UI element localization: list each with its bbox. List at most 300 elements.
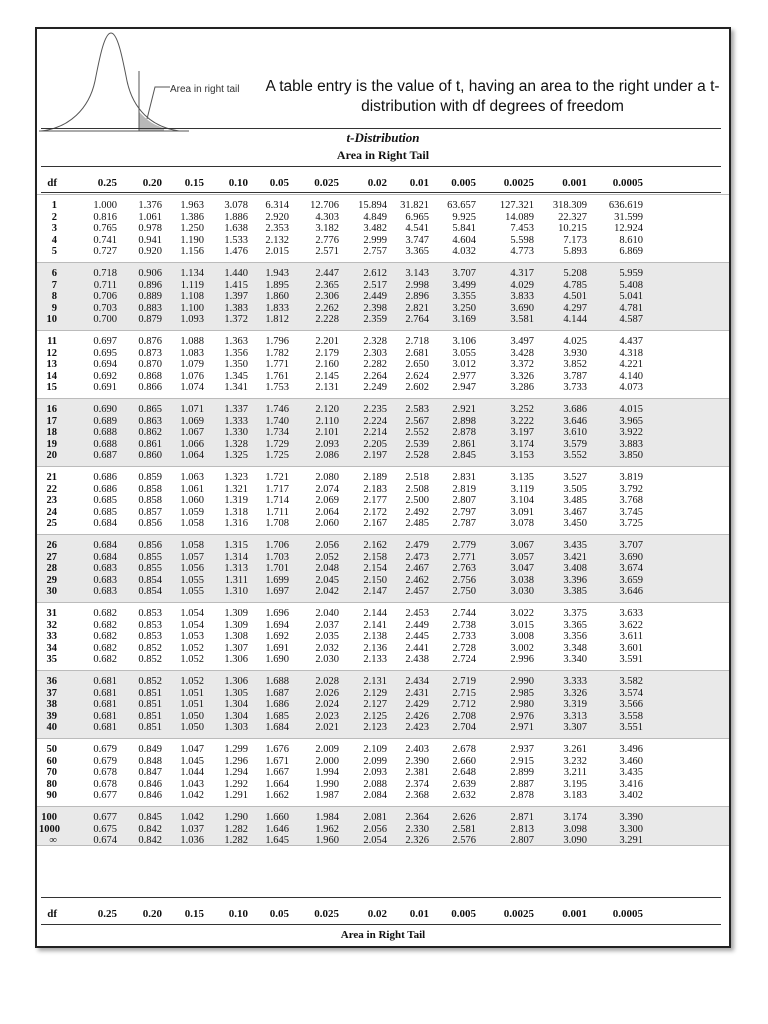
- table-row: [37, 427, 729, 439]
- df-cell: 17: [46, 415, 57, 427]
- table-cell: 1.638: [224, 223, 248, 234]
- table-cell: 2.576: [452, 835, 476, 846]
- table-cell: 2.214: [363, 427, 387, 438]
- table-cell: 1.093: [180, 314, 204, 325]
- table-cell: 1.069: [180, 415, 204, 427]
- table-cell: 1.311: [224, 574, 248, 586]
- table-cell: 3.078: [510, 518, 534, 529]
- table-cell: 2.744: [452, 608, 476, 619]
- table-cell: 1.156: [180, 246, 204, 257]
- table-cell: 0.889: [138, 291, 162, 302]
- column-header: 0.25: [97, 177, 117, 189]
- table-cell: 1.687: [265, 687, 289, 699]
- table-cell: 0.978: [138, 223, 162, 234]
- table-cell: 0.847: [138, 767, 162, 778]
- table-cell: 0.860: [138, 450, 162, 461]
- table-cell: 2.235: [363, 404, 387, 415]
- table-cell: 2.035: [315, 631, 339, 642]
- table-cell: 3.690: [510, 302, 534, 314]
- table-row: [37, 450, 729, 462]
- table-row: [37, 484, 729, 496]
- table-cell: 3.792: [619, 483, 643, 495]
- table-cell: 0.855: [138, 563, 162, 574]
- column-header: df: [47, 908, 57, 920]
- table-cell: 0.684: [93, 518, 117, 529]
- table-cell: 0.678: [93, 778, 117, 790]
- table-cell: 2.612: [363, 268, 387, 279]
- df-cell: 100: [41, 812, 57, 823]
- table-cell: 0.688: [93, 438, 117, 450]
- table-cell: 1.696: [265, 608, 289, 619]
- table-cell: 2.976: [510, 710, 534, 722]
- divider: [41, 192, 721, 193]
- table-cell: 3.252: [510, 404, 534, 415]
- table-cell: 1.052: [180, 654, 204, 665]
- table-cell: 1.963: [180, 200, 204, 211]
- table-row: [37, 371, 729, 383]
- table-cell: 1.060: [180, 495, 204, 506]
- table-cell: 2.887: [510, 778, 534, 790]
- df-cell: 10: [46, 314, 57, 325]
- table-cell: 3.340: [563, 654, 587, 665]
- table-cell: 1.660: [265, 812, 289, 823]
- table-row: [37, 688, 729, 700]
- table-cell: 2.998: [405, 279, 429, 291]
- df-cell: 22: [46, 483, 57, 495]
- table-cell: 0.868: [138, 370, 162, 382]
- table-cell: 3.183: [563, 790, 587, 801]
- table-cell: 2.896: [405, 291, 429, 302]
- table-cell: 2.871: [510, 812, 534, 823]
- table-cell: 3.365: [405, 246, 429, 257]
- table-cell: 3.153: [510, 450, 534, 461]
- table-cell: 2.712: [452, 699, 476, 710]
- table-row: [37, 812, 729, 824]
- table-cell: 1.685: [265, 710, 289, 722]
- table-row: [37, 359, 729, 371]
- df-cell: 38: [46, 699, 57, 710]
- table-cell: 2.517: [363, 279, 387, 291]
- table-cell: 3.106: [452, 336, 476, 347]
- table-cell: 2.718: [405, 336, 429, 347]
- table-cell: 2.040: [315, 608, 339, 619]
- table-row: [37, 303, 729, 315]
- table-cell: 3.038: [510, 574, 534, 586]
- row-group: [37, 534, 729, 602]
- table-cell: 2.508: [405, 483, 429, 495]
- table-cell: 2.158: [363, 551, 387, 563]
- table-cell: 1.100: [180, 302, 204, 314]
- table-cell: 2.398: [363, 302, 387, 314]
- table-cell: 2.326: [405, 835, 429, 846]
- divider: [41, 897, 721, 898]
- table-cell: 1.052: [180, 642, 204, 654]
- table-cell: 0.683: [93, 586, 117, 597]
- table-cell: 2.797: [452, 506, 476, 518]
- table-cell: 2.101: [315, 427, 339, 438]
- table-cell: 3.579: [563, 438, 587, 450]
- table-cell: 1.304: [224, 710, 248, 722]
- table-cell: 2.197: [363, 450, 387, 461]
- table-cell: 2.374: [405, 778, 429, 790]
- df-cell: 35: [46, 654, 57, 665]
- table-cell: 1.043: [180, 778, 204, 790]
- table-cell: 1.960: [315, 835, 339, 846]
- column-header: 0.10: [228, 908, 248, 920]
- table-cell: 3.385: [563, 586, 587, 597]
- table-cell: 3.030: [510, 586, 534, 597]
- table-cell: 0.685: [93, 506, 117, 518]
- table-cell: 2.306: [315, 291, 339, 302]
- table-cell: 0.920: [138, 246, 162, 257]
- table-cell: 2.813: [510, 823, 534, 835]
- table-cell: 1.290: [224, 812, 248, 823]
- table-cell: 2.141: [363, 619, 387, 631]
- table-cell: 1.299: [224, 744, 248, 755]
- table-cell: 1.341: [224, 382, 248, 393]
- table-cell: 3.333: [563, 676, 587, 687]
- table-cell: 1.058: [180, 540, 204, 551]
- table-cell: 3.552: [563, 450, 587, 461]
- table-cell: 2.447: [315, 268, 339, 279]
- table-cell: 2.602: [405, 382, 429, 393]
- table-cell: 2.650: [405, 359, 429, 370]
- table-cell: 2.045: [315, 574, 339, 586]
- table-cell: 2.977: [452, 370, 476, 382]
- table-cell: 1.042: [180, 812, 204, 823]
- bottom-caption: Area in Right Tail: [340, 929, 426, 941]
- table-row: [37, 722, 729, 734]
- table-cell: 0.681: [93, 676, 117, 687]
- table-row: [37, 439, 729, 451]
- table-cell: 3.499: [452, 279, 476, 291]
- table-row: [37, 235, 729, 247]
- table-cell: 2.756: [452, 574, 476, 586]
- table-cell: 2.845: [452, 450, 476, 461]
- table-cell: 1.306: [224, 676, 248, 687]
- df-cell: 32: [46, 619, 57, 631]
- t-table-body: [37, 194, 729, 846]
- table-cell: 7.173: [563, 234, 587, 246]
- t-table-page: [35, 27, 731, 948]
- table-cell: 0.682: [93, 631, 117, 642]
- table-cell: 2.660: [452, 755, 476, 767]
- table-cell: 3.022: [510, 608, 534, 619]
- table-cell: 2.750: [452, 586, 476, 597]
- table-cell: 2.056: [363, 823, 387, 835]
- table-cell: 2.878: [452, 427, 476, 438]
- table-cell: 2.819: [452, 483, 476, 495]
- df-cell: 23: [46, 495, 57, 506]
- table-cell: 0.866: [138, 382, 162, 393]
- column-header: 0.025: [314, 177, 339, 189]
- table-cell: 2.518: [405, 472, 429, 483]
- table-cell: 1.886: [224, 211, 248, 223]
- table-row: [37, 835, 729, 847]
- table-cell: 1.303: [224, 722, 248, 733]
- table-cell: 2.080: [315, 472, 339, 483]
- column-header: 0.02: [367, 177, 387, 189]
- table-cell: 2.032: [315, 642, 339, 654]
- table-cell: 5.598: [510, 234, 534, 246]
- table-cell: 1.703: [265, 551, 289, 563]
- table-cell: 2.764: [405, 314, 429, 325]
- table-cell: 0.679: [93, 744, 117, 755]
- table-cell: 3.174: [510, 438, 534, 450]
- table-cell: 0.941: [138, 234, 162, 246]
- table-cell: 2.183: [363, 483, 387, 495]
- table-cell: 2.453: [405, 608, 429, 619]
- table-cell: 3.300: [619, 823, 643, 835]
- table-cell: 4.318: [619, 347, 643, 359]
- row-group: [37, 262, 729, 330]
- table-cell: 2.990: [510, 676, 534, 687]
- table-cell: 1.686: [265, 699, 289, 710]
- table-cell: 1.796: [265, 336, 289, 347]
- table-cell: 2.807: [510, 835, 534, 846]
- table-cell: 2.738: [452, 619, 476, 631]
- table-cell: 2.330: [405, 823, 429, 835]
- table-cell: 2.099: [363, 755, 387, 767]
- table-cell: 0.682: [93, 654, 117, 665]
- table-cell: 2.074: [315, 483, 339, 495]
- table-cell: 0.856: [138, 540, 162, 551]
- table-cell: 1.061: [138, 211, 162, 223]
- table-cell: 3.402: [619, 790, 643, 801]
- table-cell: 0.682: [93, 608, 117, 619]
- df-cell: 18: [46, 427, 57, 438]
- table-cell: 2.262: [315, 302, 339, 314]
- table-cell: 2.445: [405, 631, 429, 642]
- df-cell: 80: [46, 778, 57, 790]
- table-cell: 1.337: [224, 404, 248, 415]
- table-cell: 0.687: [93, 450, 117, 461]
- table-cell: 0.859: [138, 472, 162, 483]
- table-cell: 2.479: [405, 540, 429, 551]
- table-cell: 0.855: [138, 551, 162, 563]
- table-cell: 3.057: [510, 551, 534, 563]
- table-cell: 3.646: [619, 586, 643, 597]
- table-cell: 1.061: [180, 483, 204, 495]
- table-cell: 1.314: [224, 551, 248, 563]
- table-cell: 3.078: [224, 200, 248, 211]
- table-cell: 2.462: [405, 574, 429, 586]
- table-cell: 2.724: [452, 654, 476, 665]
- table-cell: 2.581: [452, 823, 476, 835]
- table-row: [37, 620, 729, 632]
- table-cell: 14.089: [505, 211, 534, 223]
- table-cell: 2.771: [452, 551, 476, 563]
- table-cell: 2.084: [363, 790, 387, 801]
- table-row: [37, 382, 729, 394]
- table-cell: 2.704: [452, 722, 476, 733]
- table-cell: 2.985: [510, 687, 534, 699]
- table-cell: 0.681: [93, 722, 117, 733]
- table-cell: 1.058: [180, 518, 204, 529]
- table-cell: 2.719: [452, 676, 476, 687]
- table-cell: 2.807: [452, 495, 476, 506]
- table-cell: 3.659: [619, 574, 643, 586]
- table-cell: 2.081: [363, 812, 387, 823]
- table-cell: 2.485: [405, 518, 429, 529]
- df-cell: 90: [46, 790, 57, 801]
- column-header: df: [47, 177, 57, 189]
- table-cell: 3.090: [563, 835, 587, 846]
- table-cell: 1.895: [265, 279, 289, 291]
- table-cell: 0.848: [138, 755, 162, 767]
- df-cell: 14: [46, 370, 57, 382]
- table-cell: 3.169: [452, 314, 476, 325]
- table-cell: 2.715: [452, 687, 476, 699]
- table-row: [37, 540, 729, 552]
- table-cell: 0.703: [93, 302, 117, 314]
- table-cell: 2.024: [315, 699, 339, 710]
- table-cell: 1.047: [180, 744, 204, 755]
- table-cell: 2.449: [363, 291, 387, 302]
- table-cell: 3.435: [619, 767, 643, 778]
- table-cell: 1.119: [180, 279, 204, 291]
- df-cell: 16: [46, 404, 57, 415]
- table-cell: 3.365: [563, 619, 587, 631]
- table-row: [37, 767, 729, 779]
- column-header: 0.025: [314, 908, 339, 920]
- table-cell: 2.162: [363, 540, 387, 551]
- table-cell: 2.403: [405, 744, 429, 755]
- table-cell: 0.857: [138, 506, 162, 518]
- column-header: 0.01: [409, 177, 429, 189]
- density-curve: [41, 33, 179, 131]
- df-cell: 24: [46, 506, 57, 518]
- divider: [41, 128, 721, 129]
- table-cell: 2.971: [510, 722, 534, 733]
- table-row: [37, 212, 729, 224]
- table-cell: 1.706: [265, 540, 289, 551]
- table-row: [37, 699, 729, 711]
- table-cell: 0.853: [138, 619, 162, 631]
- table-cell: 2.648: [452, 767, 476, 778]
- table-cell: 1.688: [265, 676, 289, 687]
- table-cell: 3.558: [619, 710, 643, 722]
- table-cell: 2.728: [452, 642, 476, 654]
- table-cell: 1.050: [180, 722, 204, 733]
- table-cell: 2.109: [363, 744, 387, 755]
- table-cell: 1.308: [224, 631, 248, 642]
- table-cell: 4.303: [315, 211, 339, 223]
- table-cell: 1.309: [224, 619, 248, 631]
- table-cell: 2.920: [265, 211, 289, 223]
- table-row: [37, 654, 729, 666]
- table-cell: 3.450: [563, 518, 587, 529]
- table-cell: 4.140: [619, 370, 643, 382]
- table-cell: 1.313: [224, 563, 248, 574]
- table-cell: 2.009: [315, 744, 339, 755]
- df-cell: 5: [51, 246, 57, 257]
- df-cell: 27: [46, 551, 57, 563]
- table-cell: 3.372: [510, 359, 534, 370]
- table-cell: 0.863: [138, 415, 162, 427]
- table-cell: 2.899: [510, 767, 534, 778]
- table-cell: 2.921: [452, 404, 476, 415]
- table-cell: 1.282: [224, 823, 248, 835]
- df-cell: 37: [46, 687, 57, 699]
- table-cell: 0.896: [138, 279, 162, 291]
- table-cell: 1.662: [265, 790, 289, 801]
- table-cell: 4.025: [563, 336, 587, 347]
- table-cell: 1.717: [265, 483, 289, 495]
- table-cell: 1.645: [265, 835, 289, 846]
- table-cell: 2.763: [452, 563, 476, 574]
- table-cell: 2.125: [363, 710, 387, 722]
- table-cell: 2.528: [405, 450, 429, 461]
- table-cell: 3.646: [563, 415, 587, 427]
- table-cell: 2.365: [315, 279, 339, 291]
- table-cell: 0.682: [93, 619, 117, 631]
- column-header: 0.01: [409, 908, 429, 920]
- table-cell: 1.987: [315, 790, 339, 801]
- table-cell: 1.725: [265, 450, 289, 461]
- table-cell: 2.048: [315, 563, 339, 574]
- table-cell: 3.319: [563, 699, 587, 710]
- table-row: [37, 552, 729, 564]
- table-cell: 2.431: [405, 687, 429, 699]
- table-cell: 2.423: [405, 722, 429, 733]
- table-row: [37, 200, 729, 212]
- table-cell: 2.154: [363, 563, 387, 574]
- table-cell: 0.727: [93, 246, 117, 257]
- table-cell: 1.296: [224, 755, 248, 767]
- table-cell: 2.086: [315, 450, 339, 461]
- table-cell: 2.264: [363, 370, 387, 382]
- df-cell: 25: [46, 518, 57, 529]
- table-cell: 1.383: [224, 302, 248, 314]
- table-cell: 0.677: [93, 812, 117, 823]
- df-cell: 2: [51, 211, 57, 223]
- table-cell: 2.160: [315, 359, 339, 370]
- table-cell: 1.761: [265, 370, 289, 382]
- table-cell: 2.150: [363, 574, 387, 586]
- table-cell: 1.708: [265, 518, 289, 529]
- table-cell: 3.581: [510, 314, 534, 325]
- table-cell: 3.435: [563, 540, 587, 551]
- table-cell: 31.821: [400, 200, 429, 211]
- table-cell: 0.675: [93, 823, 117, 835]
- table-cell: 1.684: [265, 722, 289, 733]
- table-cell: 2.678: [452, 744, 476, 755]
- table-cell: 5.959: [619, 268, 643, 279]
- table-cell: 2.224: [363, 415, 387, 427]
- table-cell: 0.700: [93, 314, 117, 325]
- table-cell: 2.632: [452, 790, 476, 801]
- table-cell: 2.138: [363, 631, 387, 642]
- table-cell: 1.363: [224, 336, 248, 347]
- table-cell: 0.706: [93, 291, 117, 302]
- table-cell: 3.768: [619, 495, 643, 506]
- table-row: [37, 790, 729, 802]
- table-cell: 3.633: [619, 608, 643, 619]
- table-cell: 2.131: [315, 382, 339, 393]
- df-cell: 70: [46, 767, 57, 778]
- table-cell: 1.057: [180, 551, 204, 563]
- row-group: [37, 670, 729, 738]
- table-cell: 0.690: [93, 404, 117, 415]
- table-cell: 1.282: [224, 835, 248, 846]
- table-cell: 2.228: [315, 314, 339, 325]
- table-row: [37, 495, 729, 507]
- table-cell: 0.681: [93, 699, 117, 710]
- table-cell: 3.622: [619, 619, 643, 631]
- table-cell: 6.965: [405, 211, 429, 223]
- table-cell: 1.676: [265, 744, 289, 755]
